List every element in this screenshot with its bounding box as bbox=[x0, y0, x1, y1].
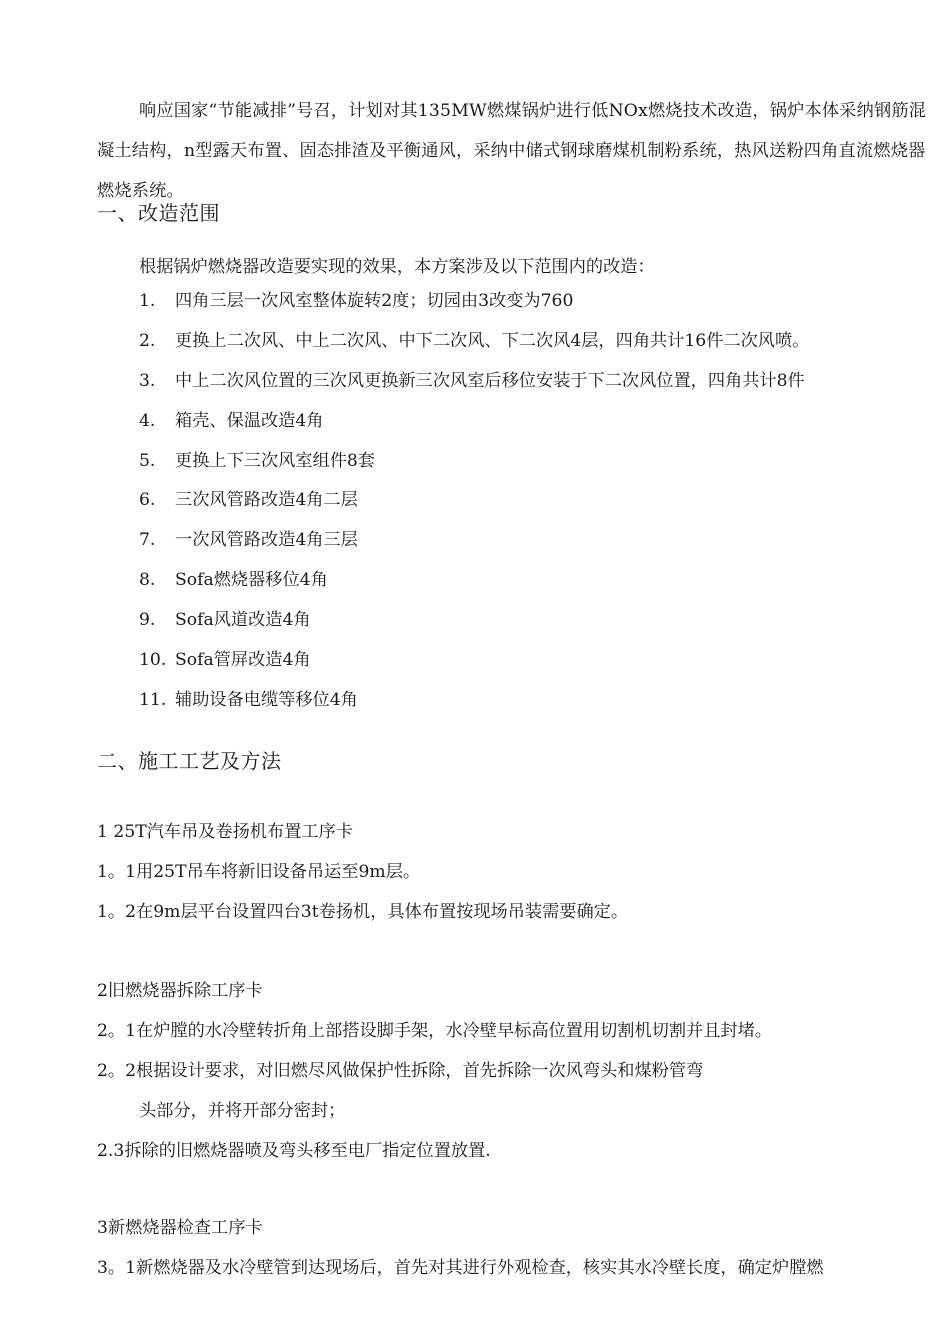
card2-line-3: 2.3拆除的旧燃烧器喷及弯头移至电厂指定位置放置. bbox=[97, 1141, 491, 1161]
list-item-number: 5. bbox=[139, 450, 156, 471]
list-item-text: Sofa管屏改造4角 bbox=[175, 650, 311, 671]
list-item-text: Sofa风道改造4角 bbox=[175, 610, 311, 631]
card1-title: 1 25T汽车吊及卷扬机布置工序卡 bbox=[97, 822, 353, 842]
intro-paragraph: 响应国家“节能减排”号召，计划对其135MW燃煤锅炉进行低NOx燃烧技术改造，锅炉本体采纳钢筋混凝土结构，n型露天布置、固态排渣及平衡通风，采纳中储式钢球磨煤机制粉系统，热风送粉四角直流燃烧器燃烧系统。 bbox=[97, 101, 927, 202]
list-item-number: 10. bbox=[139, 650, 167, 671]
section-heading-methods: 二、施工工艺及方法 bbox=[97, 749, 282, 773]
card2-title: 2旧燃烧器拆除工序卡 bbox=[97, 981, 263, 1001]
list-item bbox=[139, 649, 809, 689]
list-item bbox=[139, 370, 809, 410]
list-item bbox=[139, 689, 809, 729]
list-item-number: 11. bbox=[139, 689, 167, 710]
card2-line-2: 2。2根据设计要求，对旧燃尽风做保护性拆除，首先拆除一次风弯头和煤粉管弯 bbox=[97, 1061, 704, 1081]
scope-lead-paragraph: 根据锅炉燃烧器改造要实现的效果，本方案涉及以下范围内的改造： bbox=[139, 257, 655, 277]
list-item-text: 中上二次风位置的三次风更换新三次风室后移位安装于下二次风位置，四角共计8件 bbox=[175, 370, 805, 391]
list-item-text: 辅助设备电缆等移位4角 bbox=[175, 689, 358, 710]
card2-line-1: 2。1在炉膛的水冷壁转折角上部搭设脚手架，水冷壁早标高位置用切割机切割并且封堵。 bbox=[97, 1021, 772, 1041]
scope-list bbox=[139, 290, 809, 729]
list-item-text: 更换上二次风、中上二次风、中下二次风、下二次风4层，四角共计16件二次风喷。 bbox=[175, 330, 810, 351]
list-item bbox=[139, 529, 809, 569]
card3-line-1: 3。1新燃烧器及水冷壁管到达现场后，首先对其进行外观检查，核实其水冷壁长度，确定炉膛燃 bbox=[97, 1258, 824, 1278]
card2-line-2-continued: 头部分，并将开部分密封； bbox=[139, 1101, 346, 1121]
list-item-text: 一次风管路改造4角三层 bbox=[175, 530, 358, 551]
list-item-text: 箱壳、保温改造4角 bbox=[175, 410, 324, 431]
list-item-text: 三次风管路改造4角二层 bbox=[175, 490, 358, 511]
list-item bbox=[139, 290, 809, 330]
card3-title: 3新燃烧器检查工序卡 bbox=[97, 1218, 263, 1238]
list-item-number: 6. bbox=[139, 490, 156, 511]
list-item-number: 8. bbox=[139, 570, 156, 591]
list-item-number: 7. bbox=[139, 530, 156, 551]
list-item bbox=[139, 489, 809, 529]
list-item bbox=[139, 609, 809, 649]
card1-line-2: 1。2在9m层平台设置四台3t卷扬机，具体布置按现场吊装需要确定。 bbox=[97, 902, 629, 922]
list-item-number: 3. bbox=[139, 370, 156, 391]
list-item-number: 4. bbox=[139, 410, 156, 431]
list-item bbox=[139, 569, 809, 609]
list-item bbox=[139, 330, 809, 370]
list-item-text: Sofa燃烧器移位4角 bbox=[175, 570, 328, 591]
list-item-number: 9. bbox=[139, 610, 156, 631]
list-item-number: 2. bbox=[139, 330, 156, 351]
list-item-text: 四角三层一次风室整体旋转2度；切园由3改变为760 bbox=[175, 291, 574, 311]
list-item-text: 更换上下三次风室组件8套 bbox=[175, 450, 375, 471]
list-item-number: 1. bbox=[139, 291, 156, 311]
card1-line-1: 1。1用25T吊车将新旧设备吊运至9m层。 bbox=[97, 862, 421, 882]
list-item bbox=[139, 410, 809, 450]
list-item bbox=[139, 450, 809, 490]
section-heading-scope: 一、改造范围 bbox=[97, 201, 220, 225]
